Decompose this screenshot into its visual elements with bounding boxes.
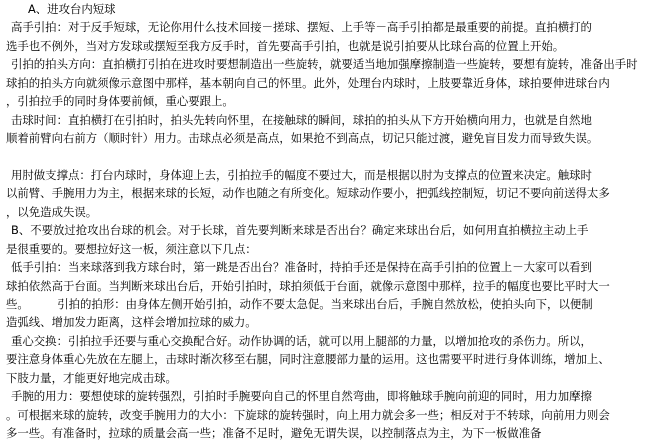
paragraph-line: 引拍的拍头方向：直拍横打引拍在进攻时要想制造出一些旋转，就要适当地加强摩擦制造一些旋转，要想有旋转，准备出手时 bbox=[11, 57, 638, 72]
paragraph-line: ，以免造成失误。 bbox=[6, 204, 98, 219]
paragraph-line: 球拍依然高于台面。当判断来球出台后，开始引拍时，球拍须低于台面，就像示意图中那样，拉手的幅度也要比平时大一 bbox=[6, 278, 610, 293]
paragraph-line: 击球时间：直拍横打在引拍时，拍头先转向怀里，在接触球的瞬间，球拍的拍头从下方开始横向用力，也就是自然地 bbox=[11, 112, 592, 127]
paragraph-line: 顺着前臂向右前方（顺时针）用力。击球点必须是高点，如果抢不到高点，切记只能过渡，避免盲目发力而导致失误。 bbox=[6, 131, 599, 146]
paragraph-line: 球拍的拍头方向就须像示意图中那样，基本朝向自己的怀里。此外，处理台内球时，上肢要靠近身体，球拍要伸进球台内 bbox=[6, 75, 610, 90]
paragraph-line: 是很重要的。要想拉好这一板，须注意以下几点： bbox=[6, 241, 257, 256]
paragraph-line: 选手也不例外，当对方发球或摆短至我方反手时，首先要高手引拍，也就是说引拍要从比球台高的位置上开始。 bbox=[6, 38, 565, 53]
paragraph-line: 高手引拍：对于反手短球，无论你用什么技术回接－搓球、摆短、上手等－高手引拍都是最重要的前提。直拍横打的 bbox=[11, 20, 592, 35]
section-heading-b: B、不要放过抢攻出台球的机会。对于长球，首先要判断来球是否出台？确定来球出台后，如何用直拍横拉主动上手 bbox=[11, 223, 589, 238]
paragraph-line: ，引拍拉手的同时身体要前倾，重心要跟上。 bbox=[6, 94, 234, 109]
section-heading-a: A、进攻台内短球 bbox=[28, 2, 116, 16]
paragraph-line: 下肢力量，才能更好地完成击球。 bbox=[6, 370, 177, 385]
paragraph-line: 手腕的用力：要想使球的旋转强烈，引拍时手腕要向自己的怀里自然弯曲，即将触球手腕向前迎的同时，用力加摩擦 bbox=[11, 389, 592, 404]
paragraph-line: 重心交换：引拍拉手还要与重心交换配合好。动作协调的话，就可以用上腿部的力量，以增加抢攻的杀伤力。所以， bbox=[11, 333, 592, 348]
paragraph-line: 造弧线、增加发力距离，这样会增加拉球的威力。 bbox=[6, 315, 257, 330]
paragraph-line: 以前臂、手腕用力为主，根据来球的长短，动作也随之有所变化。短球动作要小，把弧线控制短，切记不要向前送得太多 bbox=[6, 186, 610, 201]
paragraph-line: 。可根据来球的旋转，改变手腕用力的大小：下旋球的旋转强时，向上用力就会多一些；相反对于不转球，向前用力则会 bbox=[6, 407, 610, 422]
paragraph-line: 多一些。有准备时，拉球的质量会高一些；准备不足时，避免无谓失误，以控制落点为主，为下一板做准备 bbox=[6, 426, 542, 441]
paragraph-line: 要注意身体重心先放在左腿上，击球时渐次移至右腿，同时注意腰部力量的运用。这也需要平时进行身体训练，增加上、 bbox=[6, 352, 610, 367]
blank-line bbox=[6, 148, 661, 166]
paragraph-line: 低手引拍：当来球落到我方球台时，第一跳是否出台？准备时，持拍手还是保持在高手引拍的位置上－大家可以看到 bbox=[11, 260, 592, 275]
paragraph-line: 些。 引拍的拍形：由身体左侧开始引拍，动作不要太急促。当来球出台后，手腕自然放松，使拍头向下，以便制 bbox=[6, 297, 593, 311]
paragraph-line: 用肘做支撑点：打台内球时，身体迎上去，引拍拉手的幅度不要过大，而是根据以肘为支撑点的位置来决定。触球时 bbox=[11, 167, 592, 182]
